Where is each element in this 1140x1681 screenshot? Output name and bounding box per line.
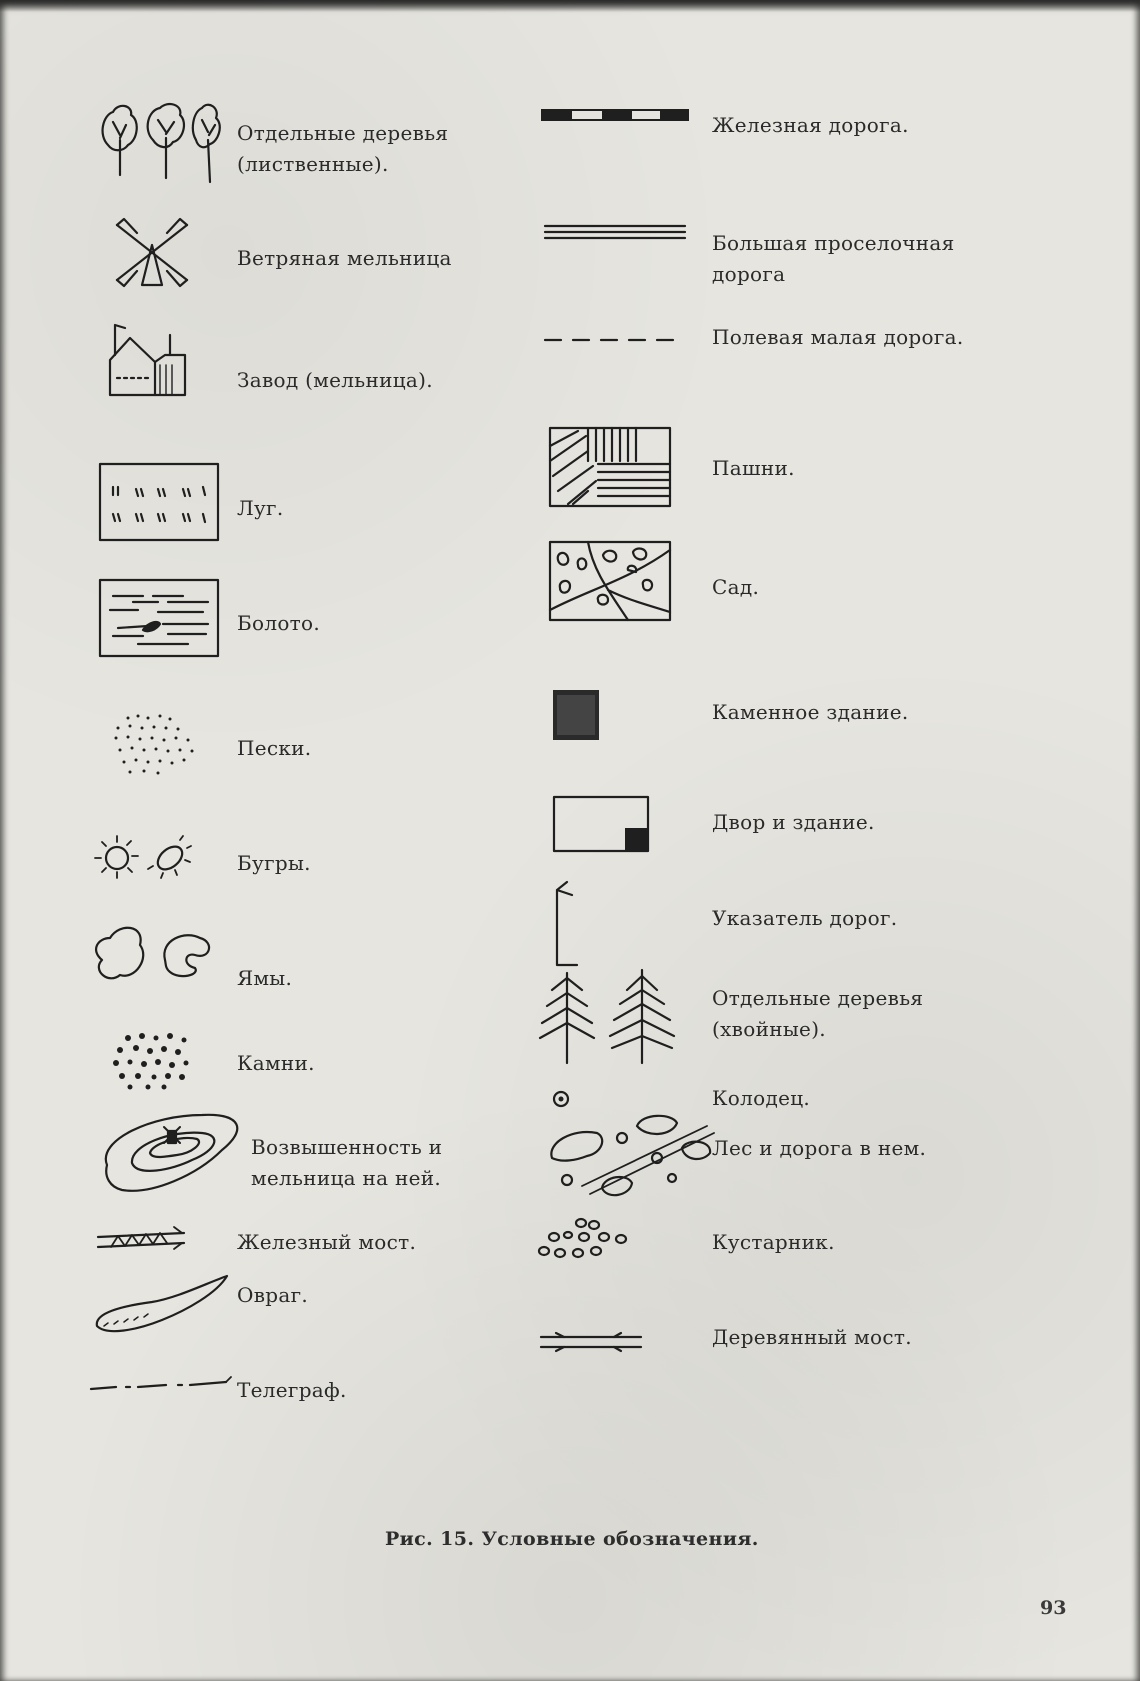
telegraph-line-icon (86, 1375, 236, 1395)
label-meadow: Луг. (237, 496, 284, 520)
garden-icon (548, 540, 674, 624)
label-ravine: Овраг. (237, 1283, 309, 1307)
figure-caption: Рис. 15. Условные обозначения. (385, 1528, 759, 1550)
pits-icon (90, 920, 220, 995)
label-wooden-bridge: Деревянный мост. (712, 1325, 912, 1349)
label-factory: Завод (мельница). (237, 368, 433, 392)
label-stones: Камни. (237, 1051, 315, 1075)
windmill-icon (112, 215, 192, 290)
label-signpost: Указатель дорог. (712, 906, 898, 930)
railway-icon (540, 106, 690, 124)
label-forest-road: Лес и дорога в нем. (712, 1136, 927, 1160)
field-road-icon (540, 335, 690, 345)
meadow-icon (98, 462, 222, 544)
label-hill-mill: Возвышенность и мельница на ней. (251, 1135, 443, 1190)
well-icon (550, 1088, 572, 1110)
mounds-icon (95, 830, 205, 885)
forest-road-icon (542, 1108, 722, 1203)
label-pits: Ямы. (237, 966, 293, 990)
label-conifers: Отдельные деревья (хвойные). (712, 986, 924, 1041)
yard-and-building-icon (552, 795, 652, 855)
label-arable: Пашни. (712, 456, 795, 480)
factory-icon (100, 320, 195, 400)
deciduous-trees-icon (98, 100, 238, 190)
label-deciduous-trees: Отдельные деревья (лиственные). (237, 121, 449, 176)
label-mounds: Бугры. (237, 851, 311, 875)
stones-icon (108, 1030, 208, 1090)
swamp-icon (98, 578, 222, 660)
wooden-bridge-icon (536, 1325, 646, 1357)
signpost-icon (552, 880, 592, 970)
label-shrubs: Кустарник. (712, 1230, 835, 1254)
label-well: Колодец. (712, 1086, 811, 1110)
label-iron-bridge: Железный мост. (237, 1230, 417, 1254)
hill-with-mill-icon (92, 1105, 252, 1200)
arable-land-icon (548, 426, 674, 510)
iron-bridge-icon (96, 1225, 186, 1255)
page-top-shadow (0, 0, 1140, 12)
stone-building-icon (553, 690, 599, 740)
coniferous-trees-icon (532, 968, 692, 1068)
label-windmill: Ветряная мельница (237, 246, 452, 270)
shrubs-icon (536, 1215, 641, 1265)
label-stone-building: Каменное здание. (712, 700, 909, 724)
country-road-icon (540, 222, 690, 242)
label-country-road: Большая проселочная дорога (712, 231, 955, 286)
label-swamp: Болото. (237, 611, 321, 635)
label-garden: Сад. (712, 575, 760, 599)
label-telegraph: Телеграф. (237, 1378, 347, 1402)
label-railway: Железная дорога. (712, 113, 909, 137)
label-yard: Двор и здание. (712, 810, 875, 834)
label-sands: Пески. (237, 736, 312, 760)
label-field-road: Полевая малая дорога. (712, 325, 964, 349)
page-number: 93 (1040, 1597, 1067, 1619)
ravine-icon (92, 1268, 232, 1338)
sands-icon (108, 710, 208, 780)
